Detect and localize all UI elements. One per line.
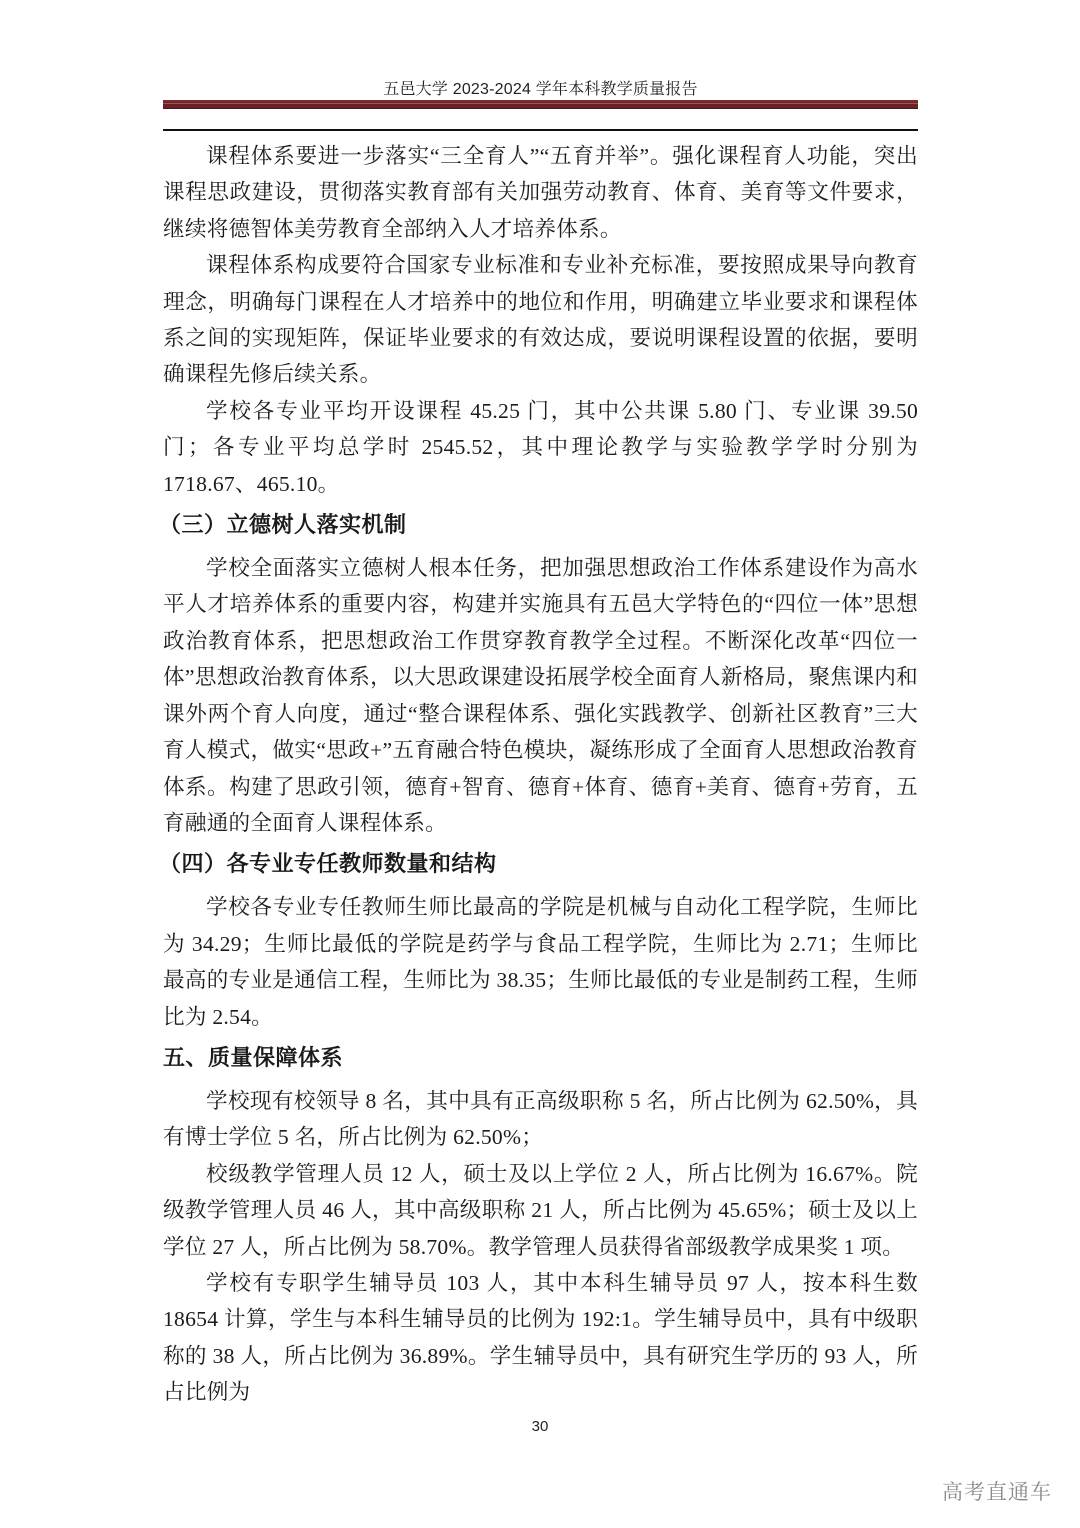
report-header-title: 五邑大学 2023-2024 学年本科教学质量报告 [383, 81, 698, 98]
header-black-rule [163, 129, 918, 131]
paragraph-curriculum-standards: 课程体系构成要符合国家专业标准和专业补充标准，要按照成果导向教育理念，明确每门课程在人才培养中的地位和作用，明确建立毕业要求和课程体系之间的实现矩阵，保证毕业要求的有效达成，要说明课程设置的依据，要明确课程先修后续关系。 [163, 253, 918, 387]
paragraph-student-counselors: 学校有专职学生辅导员 103 人，其中本科生辅导员 97 人，按本科生数 18654 计算，学生与本科生辅导员的比例为 192:1。学生辅导员中，具有中级职称的 38 人，所占比例为 36.89%。学生辅导员中，具有研究生学历的 93 人，所占比例为 [163, 1270, 918, 1405]
chapter-heading-quality-assurance: 五、质量保障体系 [163, 1045, 344, 1071]
paragraph-teaching-management-staff: 校级教学管理人员 12 人，硕士及以上学位 2 人，所占比例为 16.67%。院级教学管理人员 46 人，其中高级职称 21 人，所占比例为 45.65%；硕士及以上学位 27 人，所占比例为 58.70%。教学管理人员获得省部级教学成果奖 1 项。 [163, 1161, 918, 1259]
paragraph-moral-education: 学校全面落实立德树人根本任务，把加强思想政治工作体系建设作为高水平人才培养体系的重要内容，构建并实施具有五邑大学特色的“四位一体”思想政治教育体系，把思想政治工作贯穿教育教学全过程。不断深化改革“四位一体”思想政治教育体系，以大思政课建设拓展学校全面育人新格局，聚焦课内和课外两个育人向度，通过“整合课程体系、强化实践教学、创新社区教育”三大育人模式，做实“思政+”五育融合特色模块，凝练形成了全面育人思想政治教育体系。构建了思政引领，德育+智育、德育+体育、德育+美育、德育+劳育，五育融通的全面育人课程体系。 [163, 556, 918, 835]
section-heading-moral-education: （三）立德树人落实机制 [159, 513, 407, 539]
header-maroon-rule [163, 100, 918, 109]
paragraph-school-leaders: 学校现有校领导 8 名，其中具有正高级职称 5 名，所占比例为 62.50%，具有博士学位 5 名，所占比例为 62.50%； [163, 1088, 918, 1150]
page-number: 30 [531, 1418, 549, 1435]
paragraph-course-statistics: 学校各专业平均开设课程 45.25 门，其中公共课 5.80 门、专业课 39.50 门；各专业平均总学时 2545.52，其中理论教学与实验教学学时分别为 1718.67、465.10。 [163, 398, 918, 496]
page-content [159, 138, 918, 1411]
watermark-text: 高考直通车 [942, 1480, 1052, 1504]
section-heading-teacher-structure: （四）各专业专任教师数量和结构 [159, 852, 497, 878]
paragraph-curriculum-education: 课程体系要进一步落实“三全育人”“五育并举”。强化课程育人功能，突出课程思政建设，贯彻落实教育部有关加强劳动教育、体育、美育等文件要求，继续将德智体美劳教育全部纳入人才培养体系。 [163, 144, 918, 241]
paragraph-student-teacher-ratio: 学校各专业专任教师生师比最高的学院是机械与自动化工程学院，生师比为 34.29；生师比最低的学院是药学与食品工程学院，生师比为 2.71；生师比最高的专业是通信工程，生师比为 38.35；生师比最低的专业是制药工程，生师比为 2.54。 [163, 895, 918, 1029]
